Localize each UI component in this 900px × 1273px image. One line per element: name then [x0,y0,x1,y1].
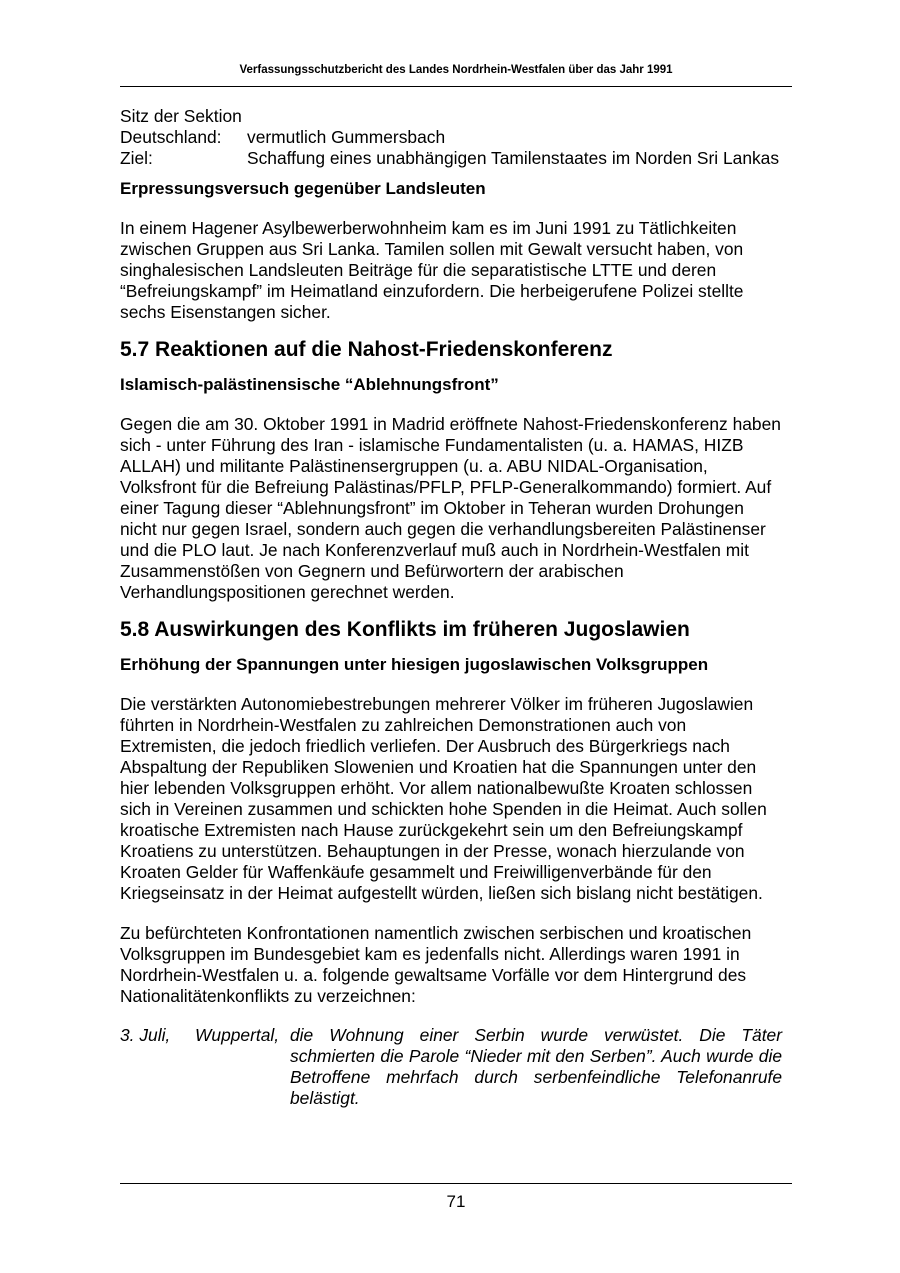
page-body [120,106,782,1109]
incident-description: die Wohnung einer Serbin wurde verwüstet. Die Täter schmierten die Parole “Nieder mit den Serben”. Auch wurde die Betroffene mehrfach durch serbenfeindliche Telefonanrufe belästigt. [290,1025,782,1108]
page-number: 71 [446,1192,466,1211]
info-row-ziel [120,148,782,169]
paragraph-jugoslawien-2: Zu befürchteten Konfrontationen namentlich zwischen serbischen und kroatischen Volksgruppen im Bundesgebiet kam es jedenfalls nicht. Allerdings waren 1991 in Nordrhein-Westfalen u. a. folgende gewaltsame Vorfälle vor dem Hintergrund des Nationalitätenkonflikts zu verzeichnen: [120,923,752,1006]
section-heading-5-7: 5.7 Reaktionen auf die Nahost-Friedenskonferenz [120,338,613,361]
subheading-erpressung: Erpressungsversuch gegenüber Landsleuten [120,179,486,198]
info-label-deutschland: Deutschland: [120,127,222,147]
paragraph-nahost: Gegen die am 30. Oktober 1991 in Madrid eröffnete Nahost-Friedenskonferenz haben sich - unter Führung des Iran - islamische Fundamentalisten (u. a. HAMAS, HIZB ALLAH) und militante Palästinensergruppen (u. a. ABU NIDAL-Organisation, Volksfront für die Befreiung Palästinas/PFLP, PFLP-Generalkommando) formiert. Auf einer Tagung dieser “Ablehnungsfront” im Oktober in Teheran wurden Drohungen nicht nur gegen Israel, sondern auch gegen die verhandlungsbereiten Palästinenser und die PLO laut. Je nach Konferenzverlauf muß auch in Nordrhein-Westfalen mit Zusammenstößen von Gegnern und Befürwortern der arabischen Verhandlungspositionen gerechnet werden. [120,414,781,602]
incident-entry [120,1025,782,1109]
info-label-ziel: Ziel: [120,148,153,168]
paragraph-erpressung: In einem Hagener Asylbewerberwohnheim kam es im Juni 1991 zu Tätlichkeiten zwischen Gruppen aus Sri Lanka. Tamilen sollen mit Gewalt versucht haben, von singhalesischen Landsleuten Beiträge für die separatistische LTTE und deren “Befreiungskampf” im Heimatland einzufordern. Die herbeigerufene Polizei stellte sechs Eisenstangen sicher. [120,218,744,322]
info-row-deutschland [120,127,782,148]
paragraph-jugoslawien-1: Die verstärkten Autonomiebestrebungen mehrerer Völker im früheren Jugoslawien führten in Nordrhein-Westfalen zu zahlreichen Demonstrationen auch von Extremisten, die jedoch friedlich verliefen. Der Ausbruch des Bürgerkriegs nach Abspaltung der Republiken Slowenien und Kroatien hat die Spannungen unter den hier lebenden Volksgruppen erhöht. Vor allem nationalbewußte Kroaten schlossen sich in Vereinen zusammen und schickten hohe Spenden in die Heimat. Auch sollen kroatische Extremisten nach Hause zurückgekehrt sein um den Befreiungskampf Kroatiens zu unterstützen. Behauptungen in der Presse, wonach hierzulande von Kroaten Gelder für Waffenkäufe gesammelt und Freiwilligenverbände für den Kriegseinsatz in der Heimat aufgestellt würden, ließen sich bislang nicht bestätigen. [120,694,767,903]
info-value-ziel: Schaffung eines unabhängigen Tamilenstaates im Norden Sri Lankas [247,148,780,168]
incident-date: 3. Juli, [120,1025,171,1045]
footer-rule [120,1183,792,1184]
header-rule [120,86,792,87]
subheading-ablehnungsfront: Islamisch-palästinensische “Ablehnungsfront” [120,375,499,394]
incident-place: Wuppertal, [195,1025,280,1045]
info-value-deutschland: vermutlich Gummersbach [247,127,446,147]
info-line-sitz: Sitz der Sektion [120,106,242,126]
running-header: Verfassungsschutzbericht des Landes Nordrhein-Westfalen über das Jahr 1991 [239,64,673,76]
subheading-spannungen: Erhöhung der Spannungen unter hiesigen jugoslawischen Volksgruppen [120,655,709,674]
section-heading-5-8: 5.8 Auswirkungen des Konflikts im früheren Jugoslawien [120,618,690,641]
